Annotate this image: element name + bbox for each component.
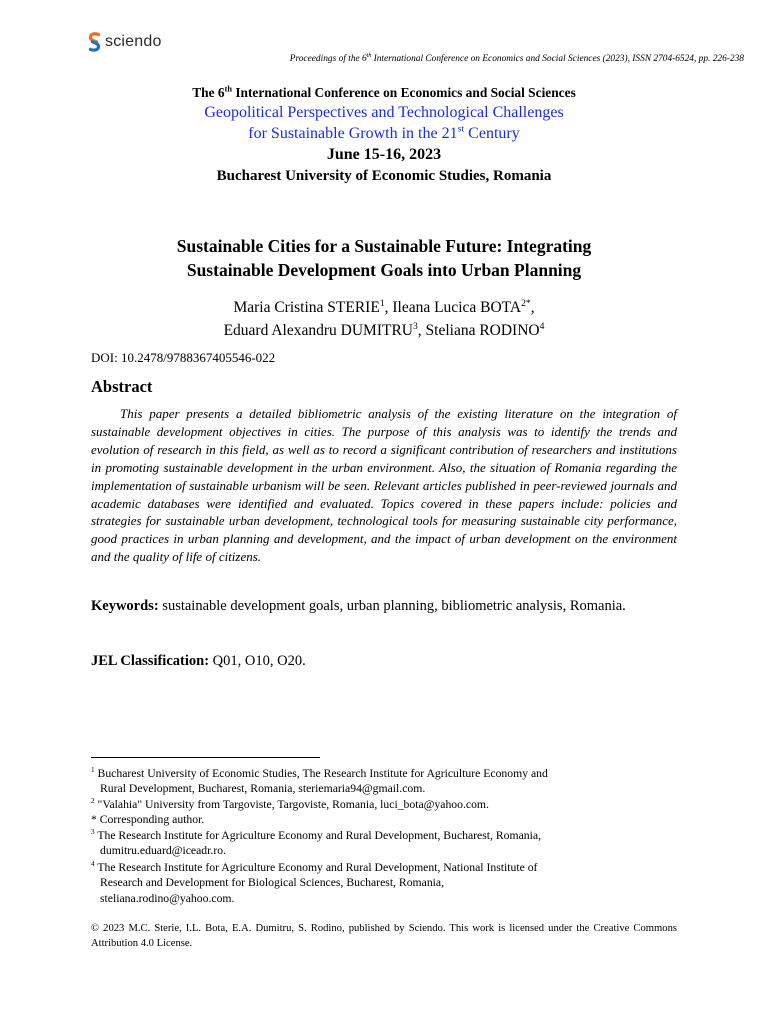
author-dumitru: Eduard Alexandru DUMITRU	[223, 322, 413, 339]
paper-title-line1: Sustainable Cities for a Sustainable Future: Integrating	[176, 236, 592, 256]
author-rodino: , Steliana RODINO	[417, 322, 540, 339]
paper-title-line2: Sustainable Development Goals into Urban Planning	[186, 260, 582, 280]
authors-line1: Maria Cristina STERIE$^1$, Ileana Lucica $BOTA^{2*}$,	[233, 297, 535, 316]
sciendo-logo	[88, 31, 162, 53]
sciendo-logo-icon	[88, 32, 101, 52]
keywords	[91, 597, 677, 616]
abstract-heading: Abstract	[91, 377, 153, 396]
sciendo-logo-text: sciendo	[105, 33, 162, 50]
author-sterie: Maria Cristina STERIE	[233, 299, 380, 316]
authors-line2: Eduard Alexandru DUMITRU$^3$, Steliana RODINO$^4$	[223, 320, 545, 339]
footnote-corresponding: * Corresponding author.	[91, 813, 205, 826]
footnote-1: $^1$ Bucharest University of Economic Studies, The Research Institute for Agriculture Economy and Rural Development, Bucharest, Romania, steriemaria94@gmail.com.	[91, 766, 548, 796]
license-notice: © 2023 M.C. Sterie, I.L. Bota, E.A. Dumitru, S. Rodino, published by Sciendo. This work is licensed under the Creative Commons Attribution 4.0 License.	[91, 923, 677, 949]
jel-label: JEL Classification:	[91, 653, 210, 669]
keywords-text: sustainable development goals, urban planning, bibliometric analysis, Romania.	[158, 598, 626, 614]
proceedings-line: Proceedings of the 6th International Conference on Economics and Social Sciences (2023), ISSN 2704-6524, pp. 226-238	[289, 52, 744, 64]
conference-theme-line2: for Sustainable Growth in the 21st Century	[248, 123, 520, 142]
conference-name: The 6th International Conference on Economics and Social Sciences	[192, 84, 576, 100]
conference-date: June 15-16, 2023	[326, 146, 442, 163]
author-bota: , Ileana Lucica BOTA	[384, 299, 522, 316]
doi: DOI: 10.2478/9788367405546-022	[91, 350, 276, 365]
footnote-4: $^4$ The Research Institute for Agriculture Economy and Rural Development, National Institute of Research and Development for Biological Sciences, Bucharest, Romania, steliana.rodino@yahoo.com.	[91, 860, 538, 905]
footnote-2: $^2$ "Valahia" University from Targoviste, Targoviste, Romania, luci_bota@yahoo.com.	[91, 797, 489, 811]
keywords-label: Keywords:	[91, 598, 159, 614]
jel-classification	[91, 653, 306, 670]
footnote-divider	[91, 757, 320, 758]
footnote-3: $^3$ The Research Institute for Agriculture Economy and Rural Development, Bucharest, Romania, dumitru.eduard@iceadr.ro.	[91, 828, 542, 858]
abstract-text: This paper presents a detailed bibliometric analysis of the existing literature on the integration of sustainable development objectives in cities. The purpose of this analysis was to identify the trends and evolution of research in this field, as well as to record a significant contribution of researchers and institutions in promoting sustainable development in the urban environment. Also, the situation of Romania regarding the implementation of sustainable urbanism will be seen. Relevant articles published in peer-reviewed journals and academic databases were identified and evaluated. Topics covered in these papers include: policies and strategies for sustainable urban development, technological tools for measuring sustainable city performance, good practices in urban planning and development, and the impact of urban development on the environment and the quality of life of citizens.	[91, 406, 677, 565]
conference-venue: Bucharest University of Economic Studies, Romania	[216, 168, 552, 184]
jel-codes: Q01, O10, O20.	[209, 653, 306, 669]
conference-theme-line1: Geopolitical Perspectives and Technological Challenges	[204, 104, 564, 121]
